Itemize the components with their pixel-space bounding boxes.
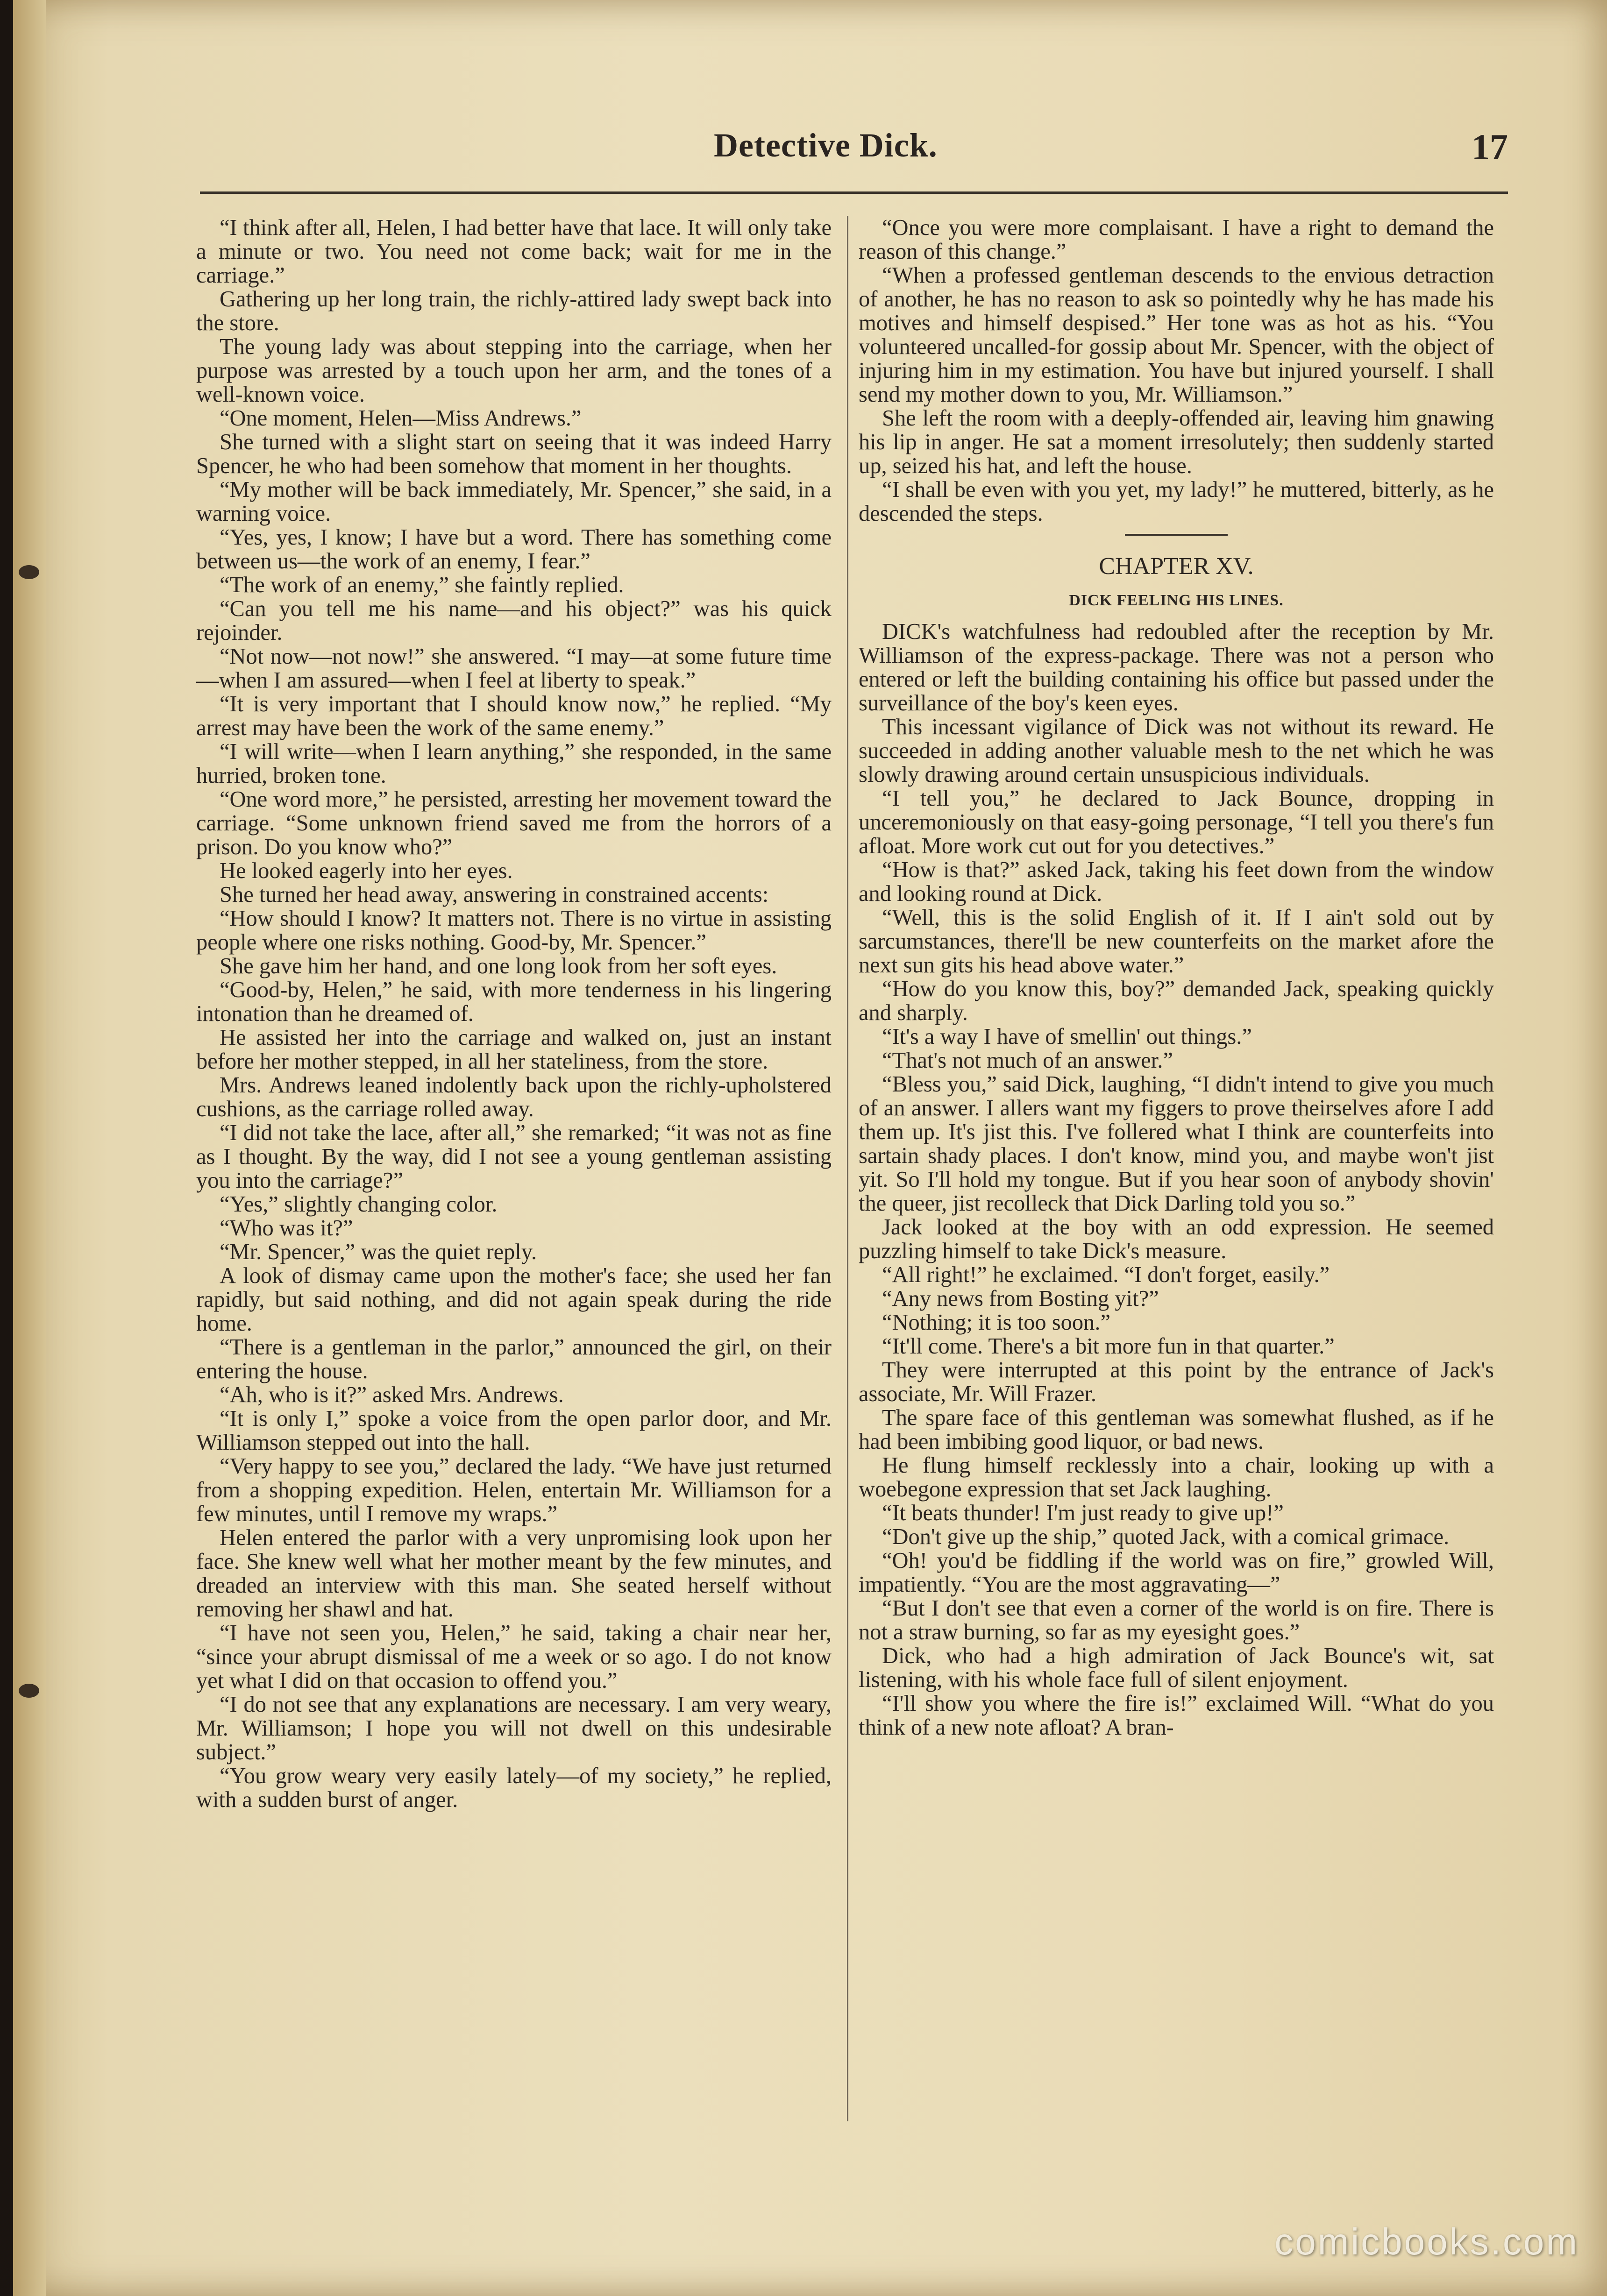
paragraph: She turned with a slight start on seeing that it was indeed Harry Spencer, he who had been somehow that moment in her thoughts.	[196, 430, 832, 478]
binding-hole	[19, 565, 39, 579]
paragraph: Helen entered the parlor with a very unpromising look upon her face. She knew well what her mother meant by the few minutes, and dreaded an interview with this man. She seated herself without removing her shawl and hat.	[196, 1525, 832, 1622]
column-divider	[847, 216, 848, 2121]
paragraph: “I will write—when I learn anything,” she responded, in the same hurried, broken tone.	[196, 739, 832, 788]
paragraph: “I tell you,” he declared to Jack Bounce, dropping in unceremoniously on that easy-going personage, “I tell you there's fun afloat. More work cut out for you detectives.”	[859, 786, 1494, 858]
chapter-rule	[1125, 534, 1228, 536]
paragraph: “Mr. Spencer,” was the quiet reply.	[220, 1240, 537, 1264]
paragraph: He flung himself recklessly into a chair, looking up with a woebegone expression that set Jack laughing.	[859, 1453, 1494, 1502]
paragraph: A look of dismay came upon the mother's face; she used her fan rapidly, but said nothing, and did not again speak during the ride home.	[196, 1263, 832, 1336]
paragraph: “My mother will be back immediately, Mr. Spencer,” she said, in a warning voice.	[196, 477, 832, 526]
left-column	[196, 216, 832, 1812]
paragraph: “You grow weary very easily lately—of my society,” he replied, with a sudden burst of anger.	[196, 1764, 832, 1812]
paragraph: “It's a way I have of smellin' out things.”	[882, 1024, 1252, 1049]
paragraph: They were interrupted at this point by the entrance of Jack's associate, Mr. Will Frazer.	[859, 1358, 1494, 1406]
paragraph: “Can you tell me his name—and his object?” was his quick rejoinder.	[196, 596, 832, 645]
paragraph: “I shall be even with you yet, my lady!” he muttered, bitterly, as he descended the steps.	[859, 477, 1494, 526]
paragraph: “Once you were more complaisant. I have a right to demand the reason of this change.”	[859, 215, 1494, 264]
paragraph: The spare face of this gentleman was somewhat flushed, as if he had been imbibing good liquor, or bad news.	[859, 1405, 1494, 1454]
paragraph: This incessant vigilance of Dick was not without its reward. He succeeded in adding another valuable mesh to the net which he was slowly drawing around certain unsuspicious individuals.	[859, 715, 1494, 787]
paragraph: “One moment, Helen—Miss Andrews.”	[220, 406, 582, 431]
paragraph: “Yes, yes, I know; I have but a word. There has something come between us—the work of an enemy, I fear.”	[196, 525, 832, 574]
paragraph: She gave him her hand, and one long look from her soft eyes.	[220, 954, 777, 978]
binding-hole	[19, 1684, 39, 1698]
paragraph: DICK's watchfulness had redoubled after the reception by Mr. Williamson of the express-package. There was not a person who entered or left the building containing his office but passed under the surveillance of the boy's keen eyes.	[859, 619, 1494, 716]
paragraph: “How should I know? It matters not. There is no virtue in assisting people where one risks nothing. Good-by, Mr. Spencer.”	[196, 906, 832, 955]
paragraph: “Oh! you'd be fiddling if the world was on fire,” growled Will, impatiently. “You are the most aggravating—”	[859, 1548, 1494, 1597]
paragraph: “It is only I,” spoke a voice from the open parlor door, and Mr. Williamson stepped out into the hall.	[196, 1406, 832, 1455]
paragraph: “I have not seen you, Helen,” he said, taking a chair near her, “since your abrupt dismissal of me a week or so ago. I do not know yet what I did on that occasion to offend you.”	[196, 1621, 832, 1693]
paragraph: “Well, this is the solid English of it. If I ain't sold out by sarcumstances, there'll be new counterfeits on the market afore the next sun gits his head above water.”	[859, 905, 1494, 978]
paragraph: “I did not take the lace, after all,” she remarked; “it was not as fine as I thought. By the way, did I not see a young gentleman assisting you into the carriage?”	[196, 1120, 832, 1193]
paragraph: She turned her head away, answering in constrained accents:	[220, 882, 769, 907]
paragraph: “It beats thunder! I'm just ready to give up!”	[882, 1501, 1284, 1525]
paragraph: “Nothing; it is too soon.”	[882, 1310, 1111, 1335]
watermark: comicbooks.com	[1274, 2221, 1579, 2262]
paragraph: Gathering up her long train, the richly-attired lady swept back into the store.	[196, 287, 832, 335]
paragraph: “Who was it?”	[220, 1216, 353, 1240]
right-column	[859, 216, 1494, 1739]
paragraph: “One word more,” he persisted, arresting her movement toward the carriage. “Some unknown friend saved me from the horrors of a prison. Do you know who?”	[196, 787, 832, 859]
paragraph: “I do not see that any explanations are necessary. I am very weary, Mr. Williamson; I hope you will not dwell on this undesirable subject.”	[196, 1692, 832, 1765]
paragraph: “Bless you,” said Dick, laughing, “I didn't intend to give you much of an answer. I allers want my figgers to prove theirselves afore I add them up. It's jist this. I've follered what I think are counterfeits into sartain shady places. I don't know, mind you, and maybe won't jist yit. So I'll hold my tongue. But if you hear soon of anybody shovin' the queer, jist recolleck that Dick Darling told you so.”	[859, 1072, 1494, 1216]
paragraph: “Very happy to see you,” declared the lady. “We have just returned from a shopping expedition. Helen, entertain Mr. Williamson for a few minutes, until I remove my wraps.”	[196, 1454, 832, 1526]
page-number: 17	[1472, 127, 1508, 167]
paragraph: “I think after all, Helen, I had better have that lace. It will only take a minute or two. You need not come back; wait for me in the carriage.”	[196, 215, 832, 288]
paragraph: “It is very important that I should know now,” he replied. “My arrest may have been the work of the same enemy.”	[196, 692, 832, 740]
right-column-bottom	[859, 620, 1494, 1739]
paragraph: “Yes,” slightly changing color.	[220, 1192, 498, 1217]
paragraph: “The work of an enemy,” she faintly replied.	[220, 573, 624, 597]
right-column-top	[859, 216, 1494, 525]
paragraph: “It'll come. There's a bit more fun in that quarter.”	[882, 1334, 1335, 1359]
page-binding	[13, 0, 46, 2296]
paragraph: Dick, who had a high admiration of Jack Bounce's wit, sat listening, with his whole face full of silent enjoyment.	[859, 1644, 1494, 1692]
paragraph: “Any news from Bosting yit?”	[882, 1286, 1159, 1311]
chapter-subtitle: DICK FEELING HIS LINES.	[1069, 592, 1284, 609]
paragraph: He looked eagerly into her eyes.	[220, 858, 513, 883]
paragraph: “All right!” he exclaimed. “I don't forget, easily.”	[882, 1262, 1330, 1287]
header-rule	[200, 191, 1508, 194]
paragraph: “Ah, who is it?” asked Mrs. Andrews.	[220, 1382, 564, 1407]
paragraph: “There is a gentleman in the parlor,” announced the girl, on their entering the house.	[196, 1335, 832, 1383]
paragraph: He assisted her into the carriage and walked on, just an instant before her mother stepped, in all her stateliness, from the store.	[196, 1025, 832, 1074]
page-header	[200, 126, 1508, 177]
paragraph: Mrs. Andrews leaned indolently back upon the richly-upholstered cushions, as the carriage rolled away.	[196, 1073, 832, 1121]
paragraph: “Don't give up the ship,” quoted Jack, with a comical grimace.	[882, 1524, 1450, 1549]
paragraph: “That's not much of an answer.”	[882, 1048, 1173, 1073]
paragraph: “I'll show you where the fire is!” exclaimed Will. “What do you think of a new note afloat? A bran-	[859, 1691, 1494, 1740]
paragraph: “Good-by, Helen,” he said, with more tenderness in his lingering intonation than he dreamed of.	[196, 978, 832, 1026]
running-title: Detective Dick.	[714, 127, 938, 164]
chapter-title: CHAPTER XV.	[1099, 553, 1254, 580]
paragraph: “When a professed gentleman descends to the envious detraction of another, he has no reason to ask so pointedly why he has made his motives and himself despised.” Her tone was as hot as his. “You volunteered uncalled-for gossip about Mr. Spencer, with the object of injuring him in my estimation. You have but injured yourself. I shall send my mother down to you, Mr. Williamson.”	[859, 263, 1494, 407]
paragraph: “But I don't see that even a corner of the world is on fire. There is not a straw burning, so far as my eyesight goes.”	[859, 1596, 1494, 1644]
paragraph: “Not now—not now!” she answered. “I may—at some future time—when I am assured—when I feel at liberty to speak.”	[196, 644, 832, 693]
paragraph: She left the room with a deeply-offended air, leaving him gnawing his lip in anger. He sat a moment irresolutely; then suddenly started up, seized his hat, and left the house.	[859, 406, 1494, 478]
paragraph: “How is that?” asked Jack, taking his feet down from the window and looking round at Dick.	[859, 857, 1494, 906]
paragraph: The young lady was about stepping into the carriage, when her purpose was arrested by a touch upon her arm, and the tones of a well-known voice.	[196, 334, 832, 407]
paragraph: Jack looked at the boy with an odd expression. He seemed puzzling himself to take Dick's measure.	[859, 1215, 1494, 1263]
book-page	[13, 0, 1607, 2296]
paragraph: “How do you know this, boy?” demanded Jack, speaking quickly and sharply.	[859, 977, 1494, 1025]
